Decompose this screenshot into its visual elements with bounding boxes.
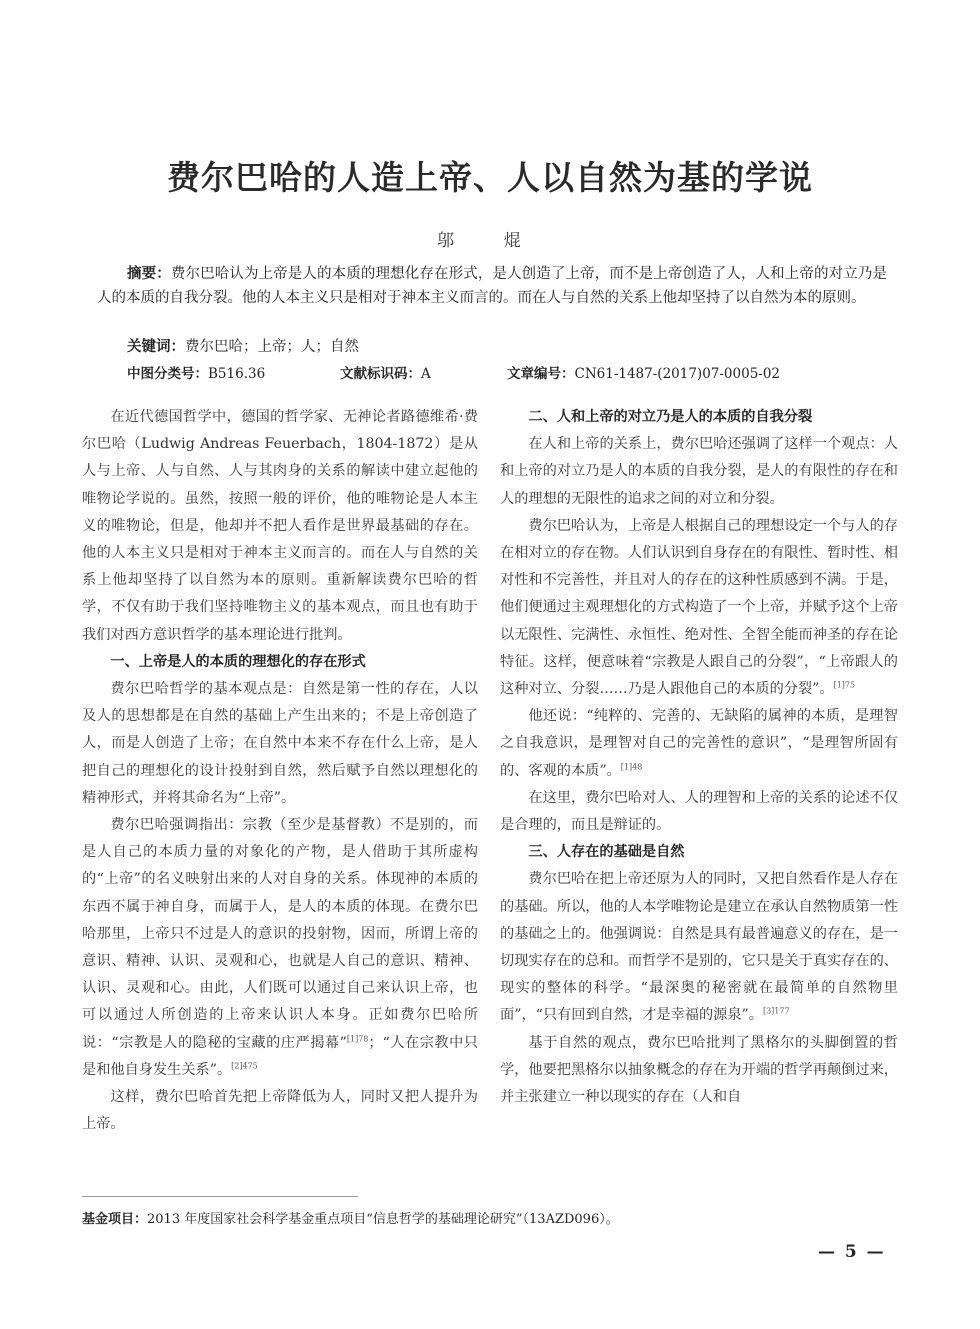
section-heading-3: 三、人存在的基础是自然 [528, 844, 685, 861]
footnote-text: 2013 年度国家社会科学基金重点项目“信息哲学的基础理论研究”（13AZD096）。 [147, 1212, 619, 1227]
paragraph-text: 他还说：“纯粹的、完善的、无缺陷的属神的本质，是理智之自我意识，是理智对自己的完善性的意识”，“是理智所固有的、客观的本质”。 [500, 708, 898, 779]
page-number: — 5 — [818, 1242, 886, 1262]
doc-label: 文献标识码： [340, 366, 421, 382]
paragraph-text: 费尔巴哈强调指出：宗教（至少是基督教）不是别的，而是人自己的本质力量的对象化的产物，是人借助于其所虚构的“上帝”的名义映射出来的人对自身的关系。体现神的本质的东西不属于神自身，而属于人，是人的本质的体现。在费尔巴哈那里，上帝只不过是人的意识的投射物，因而，所谓上帝的意识、精神、认识、灵观和心，也就是人自己的意识、精神、认识、灵观和心。由此，人们既可以通过自己来认识上帝，也可以通过人所创造的上帝来认识人本身。正如费尔巴哈所说：“宗教是人的隐秘的宝藏的庄严揭幕” [82, 817, 478, 1051]
abstract-text: 费尔巴哈认为上帝是人的本质的理想化存在形式，是人创造了上帝，而不是上帝创造了人，人和上帝的对立乃是人的本质的自我分裂。他的人本主义只是相对于神本主义而言的。而在人与自然的关系上他却坚持了以自然为本的原则。 [97, 266, 888, 306]
paragraph-text: 费尔巴哈认为，上帝是人根据自己的理想设定一个与人的存在相对立的存在物。人们认识到自身存在的有限性、暂时性、相对性和不完善性，并且对人的存在的这种性质感到不满。于是，他们便通过主观理想化的方式构造了一个上帝，并赋予这个上帝以无限性、完满性、永恒性、绝对性、全智全能而神圣的存在论特征。这样，便意味着“宗教是人跟自己的分裂”，“上帝跟人的这种对立、分裂……乃是人跟他自己的本质的分裂”。 [500, 517, 898, 698]
citation: [1]75 [833, 680, 856, 690]
article-value: CN61-1487-(2017)07-0005-02 [574, 366, 781, 382]
section-heading-2: 二、人和上帝的对立乃是人的本质的自我分裂 [528, 409, 813, 425]
doc-code [340, 362, 431, 382]
paragraph: 基于自然的观点，费尔巴哈批判了黑格尔的头脚倒置的哲学，他要把黑格尔以抽象概念的存在为开端的哲学再颠倒过来，并主张建立一种以现实的存在（人和自 [500, 1034, 898, 1106]
citation: [2]475 [231, 1061, 258, 1071]
paragraph [82, 812, 478, 1084]
article-number [507, 362, 780, 382]
paragraph: 在人和上帝的关系上，费尔巴哈还强调了这样一个观点：人和上帝的对立乃是人的本质的自我分裂，是人的有限性的存在和人的理想的无限性的追求之间的对立和分裂。 [500, 436, 898, 507]
paragraph [500, 866, 898, 1029]
citation: [1]48 [620, 761, 643, 771]
article-title: 费尔巴哈的人造上帝、人以自然为基的学说 [167, 158, 813, 197]
keywords-text: 费尔巴哈；上帝；人；自然 [185, 339, 359, 355]
paragraph [500, 513, 898, 703]
footnote [82, 1208, 619, 1227]
paragraph-text: 费尔巴哈在把上帝还原为人的同时，又把自然看作是人存在的基础。所以，他的人本学唯物论是建立在承认自然物质第一性的基础之上的。他强调说：自然是具有最普遍意义的存在，是一切现实存在的总和。而哲学不是别的，它只是关于真实存在的、现实的整体的科学。“最深奥的秘密就在最简单的自然物里面”，“只有回到自然，才是幸福的源泉”。 [500, 871, 898, 1024]
keywords-label: 关键词： [127, 339, 185, 355]
article-label: 文章编号： [507, 366, 575, 382]
paragraph-text: ；“人在宗教中只是和他自身发生关系”。 [82, 1034, 478, 1078]
author-name: 邬 焜 [437, 231, 543, 251]
section-heading-1: 一、上帝是人的本质的理想化的存在形式 [110, 653, 366, 670]
abstract-label: 摘要： [127, 266, 171, 282]
left-column [82, 404, 478, 1138]
paragraph: 这样，费尔巴哈首先把上帝降低为人，同时又把人提升为上帝。 [82, 1089, 478, 1133]
paragraph [500, 703, 898, 785]
clc-value: B516.36 [208, 366, 266, 382]
footnote-divider [82, 1196, 358, 1197]
paragraph: 费尔巴哈哲学的基本观点是：自然是第一性的存在，人以及人的思想都是在自然的基础上产生出来的；不是上帝创造了人，而是人创造了上帝；在自然中本来不存在什么上帝，是人把自己的理想化的设计投射到自然，然后赋予自然以理想化的精神形式，并将其命名为“上帝”。 [82, 681, 478, 806]
citation: [3]177 [762, 1006, 790, 1016]
abstract [97, 262, 887, 310]
paragraph: 在近代德国哲学中，德国的哲学家、无神论者路德维希·费尔巴哈（Ludwig Andreas Feuerbach，1804-1872）是从人与上帝、人与自然、人与其肉身的关系的解读中建立起他的唯物论学说的。虽然，按照一般的评价，他的唯物论是人本主义的唯物论，但是，他却并不把人看作是世界最基础的存在。他的人本主义只是相对于神本主义而言的。而在人与自然的关系上他却坚持了以自然为本的原则。重新解读费尔巴哈的哲学，不仅有助于我们坚持唯物主义的基本观点，而且也有助于我们对西方意识哲学的基本理论进行批判。 [82, 409, 478, 643]
clc-code [127, 362, 265, 382]
clc-label: 中图分类号： [127, 366, 208, 382]
right-column [500, 404, 898, 1111]
paragraph: 在这里，费尔巴哈对人、人的理智和上帝的关系的论述不仅是合理的，而且是辩证的。 [500, 789, 898, 834]
keywords [127, 335, 359, 356]
doc-value: A [421, 366, 431, 382]
citation: [1]78 [346, 1033, 369, 1043]
footnote-label: 基金项目： [82, 1212, 148, 1227]
